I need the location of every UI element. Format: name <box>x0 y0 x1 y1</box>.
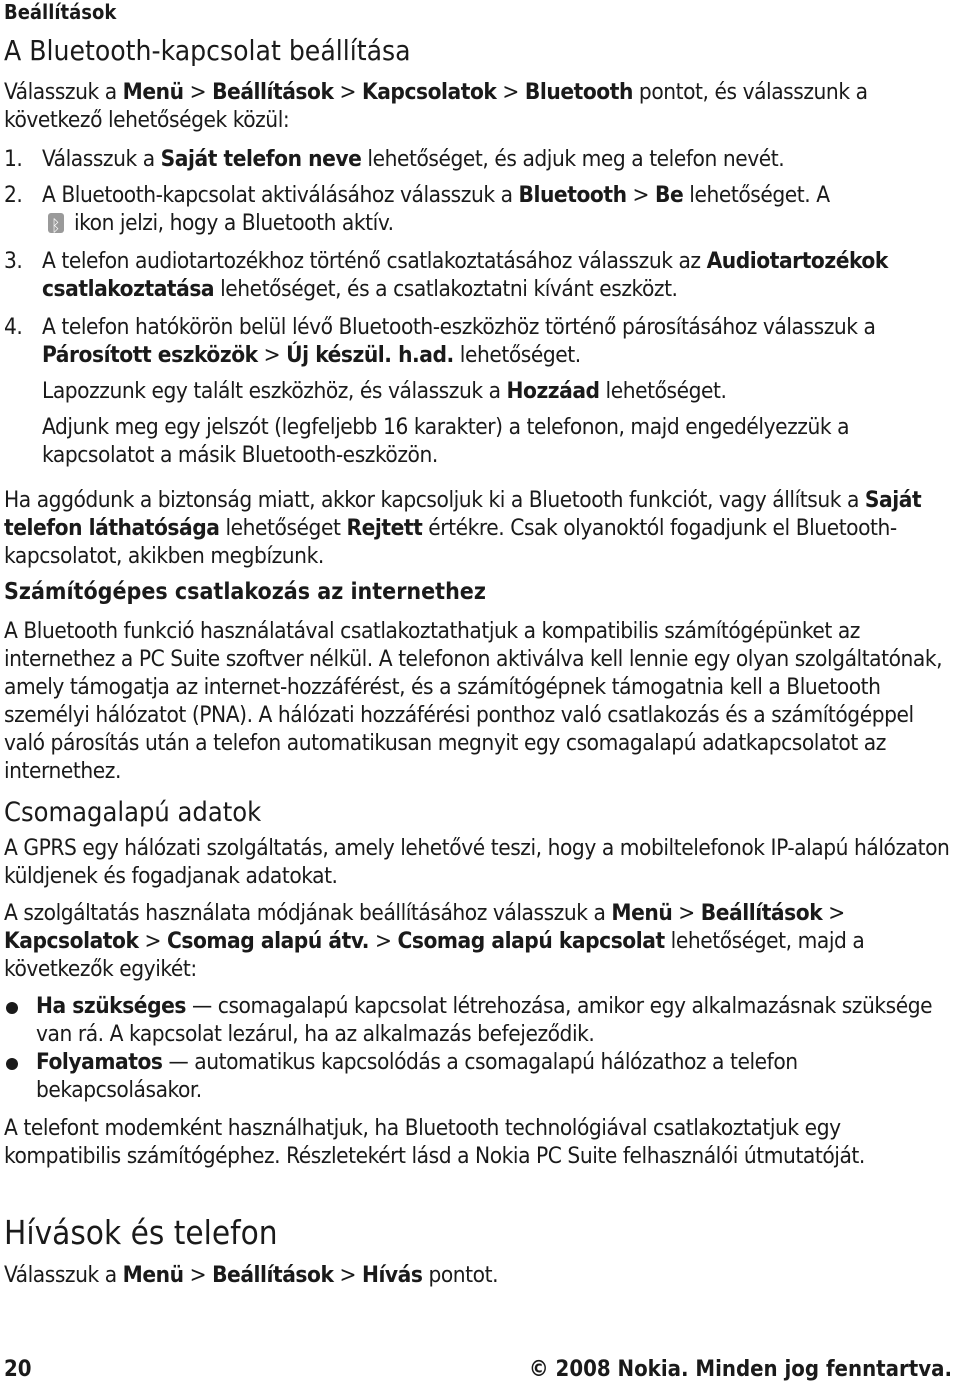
bullet-icon <box>6 1058 18 1070</box>
section-title-pc-internet: Számítógépes csatlakozás az internethez <box>4 579 486 605</box>
pc-internet-body: A Bluetooth funkció használatával csatlakoztathatjuk a kompatibilis számítógépünket az internethez a PC Suite szoftver nélkül. A telefonon aktiválva kell lennie egy olyan szolgáltatónak, amely támogatja az internet-hozzáférést, és a számítógépnek támogatnia kell a Bluetooth személyi hálózatot (PNA). A hálózati hozzáférési ponthoz való csatlakozás és a számítógéppel való párosítás után a telefon automatikusan megnyit egy csomagalapú adatkapcsolatot az internethez. <box>4 618 943 784</box>
section-title-packet-data: Csomagalapú adatok <box>4 797 262 828</box>
packet-data-options <box>4 992 959 1104</box>
running-head: Beállítások <box>4 0 117 24</box>
step-continuation: Lapozzunk egy talált eszközhöz, és válasszuk a Hozzáad lehetőséget. <box>42 378 727 404</box>
copyright: © 2008 Nokia. Minden jog fenntartva. <box>528 1357 952 1382</box>
page-number: 20 <box>4 1357 32 1382</box>
section-title-calls: Hívások és telefon <box>4 1213 278 1252</box>
step-item: 3. A telefon audiotartozékhoz történő csatlakoztatásához válasszuk az Audiotartozékok csatlakoztatása lehetőséget, és a csatlakoztatni kívánt eszközt. <box>4 248 888 302</box>
modem-note: A telefont modemként használhatjuk, ha Bluetooth technológiával csatlakoztatjuk egy kompatibilis számítógéphez. Részletekért lásd a Nokia PC Suite felhasználói útmutatóját. <box>4 1115 865 1169</box>
section-title-bluetooth: A Bluetooth-kapcsolat beállítása <box>4 34 411 67</box>
packet-data-settings-path: A szolgáltatás használata módjának beállításához válasszuk a Menü > Beállítások > Kapcsolatok > Csomag alapú átv. > Csomag alapú kapcsolat lehetőséget, majd a következők egyikét: <box>4 900 865 982</box>
calls-path: Válasszuk a Menü > Beállítások > Hívás pontot. <box>4 1262 499 1288</box>
list-item: Folyamatos — automatikus kapcsolódás a csomagalapú hálózathoz a telefon bekapcsolásakor. <box>4 1048 959 1104</box>
packet-data-intro: A GPRS egy hálózati szolgáltatás, amely lehetővé teszi, hogy a mobiltelefonok IP-alapú hálózaton küldjenek és fogadjanak adatokat. <box>4 835 950 889</box>
step-item: 2. A Bluetooth-kapcsolat aktiválásához válasszuk a Bluetooth > Be lehetőséget. A ᛒikon jelzi, hogy a Bluetooth aktív. <box>4 181 959 237</box>
bluetooth-active-icon <box>48 213 64 233</box>
bluetooth-steps <box>4 145 959 469</box>
security-note: Ha aggódunk a biztonság miatt, akkor kapcsoljuk ki a Bluetooth funkciót, vagy állítsuk a Saját telefon láthatósága lehetőséget Rejtett értékre. Csak olyanoktól fogadjunk el Bluetooth-kapcsolatot, akikben megbízunk. <box>4 487 922 569</box>
bullet-icon <box>6 1002 18 1014</box>
step-continuation: Adjunk meg egy jelszót (legfeljebb 16 karakter) a telefonon, majd engedélyezzük a kapcsolatot a másik Bluetooth-eszközön. <box>42 414 850 468</box>
step-item: 1. Válasszuk a Saját telefon neve lehetőséget, és adjuk meg a telefon nevét. <box>4 146 785 172</box>
list-item: Ha szükséges — csomagalapú kapcsolat létrehozása, amikor egy alkalmazásnak szüksége van rá. A kapcsolat lezárul, ha az alkalmazás befejeződik. <box>4 992 959 1048</box>
bluetooth-intro: Válasszuk a Menü > Beállítások > Kapcsolatok > Bluetooth pontot, és válasszunk a következő lehetőségek közül: <box>4 79 868 133</box>
step-item: 4. A telefon hatókörön belül lévő Bluetooth-eszközhöz történő párosításához válasszuk a Párosított eszközök > Új készül. h.ad. lehetőséget. Lapozzunk egy talált eszközhöz, és válasszuk a Hozzáad lehetőséget. Adjunk meg egy jelszót (legfeljebb 16 karakter) a telefonon, majd engedélyezzük a kapcsolatot a másik Bluetooth-eszközön. <box>4 313 959 469</box>
